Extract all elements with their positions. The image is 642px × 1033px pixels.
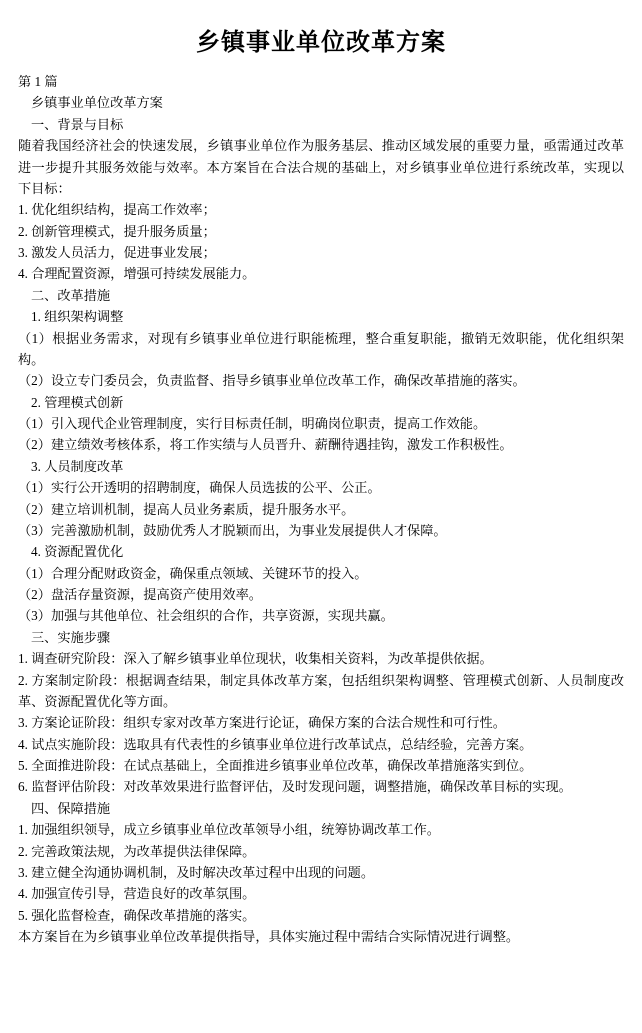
paragraph: （2）建立培训机制，提高人员业务素质，提升服务水平。: [18, 501, 355, 517]
section-heading: 三、实施步骤: [31, 629, 111, 645]
section-heading: 4. 资源配置优化: [31, 544, 124, 560]
document-subtitle: 乡镇事业单位改革方案: [31, 95, 163, 111]
paragraph: 2. 创新管理模式，提升服务质量；: [18, 223, 216, 239]
paragraph: （1）实行公开透明的招聘制度，确保人员选拔的公平、公正。: [18, 480, 381, 496]
page-title: 乡镇事业单位改革方案: [196, 30, 446, 56]
paragraph: 5. 强化监督检查，确保改革措施的落实。: [18, 907, 256, 923]
paragraph: 5. 全面推进阶段：在试点基础上，全面推进乡镇事业单位改革，确保改革措施落实到位。: [18, 758, 533, 773]
section-heading: 3. 人员制度改革: [31, 458, 124, 474]
document-body: [18, 114, 624, 948]
section-marker: 第 1 篇: [18, 74, 58, 89]
section-heading: 一、背景与目标: [31, 116, 124, 132]
paragraph: （2）设立专门委员会，负责监督、指导乡镇事业单位改革工作，确保改革措施的落实。: [18, 373, 526, 389]
paragraph: （1）合理分配财政资金，确保重点领域、关键环节的投入。: [18, 565, 368, 581]
paragraph: 4. 试点实施阶段：选取具有代表性的乡镇事业单位进行改革试点，总结经验，完善方案。: [18, 736, 533, 752]
paragraph: （1）引入现代企业管理制度，实行目标责任制，明确岗位职责，提高工作效能。: [18, 416, 487, 431]
paragraph: 3. 方案论证阶段：组织专家对改革方案进行论证，确保方案的合法合规性和可行性。: [18, 715, 506, 731]
paragraph: 2. 完善政策法规，为改革提供法律保障。: [18, 843, 256, 859]
paragraph: 3. 激发人员活力，促进事业发展；: [18, 245, 216, 260]
paragraph: （1）根据业务需求，对现有乡镇事业单位进行职能梳理，整合重复职能，撤销无效职能，优化组织架构。: [18, 330, 624, 367]
paragraph: 4. 合理配置资源，增强可持续发展能力。: [18, 266, 256, 282]
paragraph: 随着我国经济社会的快速发展，乡镇事业单位作为服务基层、推动区域发展的重要力量，亟需通过改革进一步提升其服务效能与效率。本方案旨在合法合规的基础上，对乡镇事业单位进行系统改革，实现以下目标：: [18, 138, 624, 196]
paragraph: （3）完善激励机制，鼓励优秀人才脱颖而出，为事业发展提供人才保障。: [18, 522, 447, 538]
paragraph: 2. 方案制定阶段：根据调查结果，制定具体改革方案，包括组织架构调整、管理模式创新、人员制度改革、资源配置优化等方面。: [18, 672, 624, 709]
section-heading: 四、保障措施: [31, 800, 111, 816]
paragraph: 1. 优化组织结构，提高工作效率；: [18, 202, 216, 218]
paragraph: 1. 调查研究阶段：深入了解乡镇事业单位现状，收集相关资料，为改革提供依据。: [18, 651, 493, 667]
paragraph: 4. 加强宣传引导，营造良好的改革氛围。: [18, 886, 256, 902]
paragraph: （2）盘活存量资源，提高资产使用效率。: [18, 587, 262, 602]
paragraph: 本方案旨在为乡镇事业单位改革提供指导，具体实施过程中需结合实际情况进行调整。: [18, 929, 520, 944]
section-heading: 二、改革措施: [31, 287, 111, 303]
paragraph: 1. 加强组织领导，成立乡镇事业单位改革领导小组，统筹协调改革工作。: [18, 822, 440, 838]
section-heading: 1. 组织架构调整: [31, 309, 124, 325]
section-heading: 2. 管理模式创新: [31, 394, 124, 410]
paragraph: （3）加强与其他单位、社会组织的合作，共享资源，实现共赢。: [18, 608, 394, 624]
paragraph: 3. 建立健全沟通协调机制，及时解决改革过程中出现的问题。: [18, 864, 375, 880]
paragraph: 6. 监督评估阶段：对改革效果进行监督评估，及时发现问题，调整措施，确保改革目标的实现。: [18, 779, 572, 795]
paragraph: （2）建立绩效考核体系，将工作实绩与人员晋升、薪酬待遇挂钩，激发工作积极性。: [18, 437, 513, 453]
